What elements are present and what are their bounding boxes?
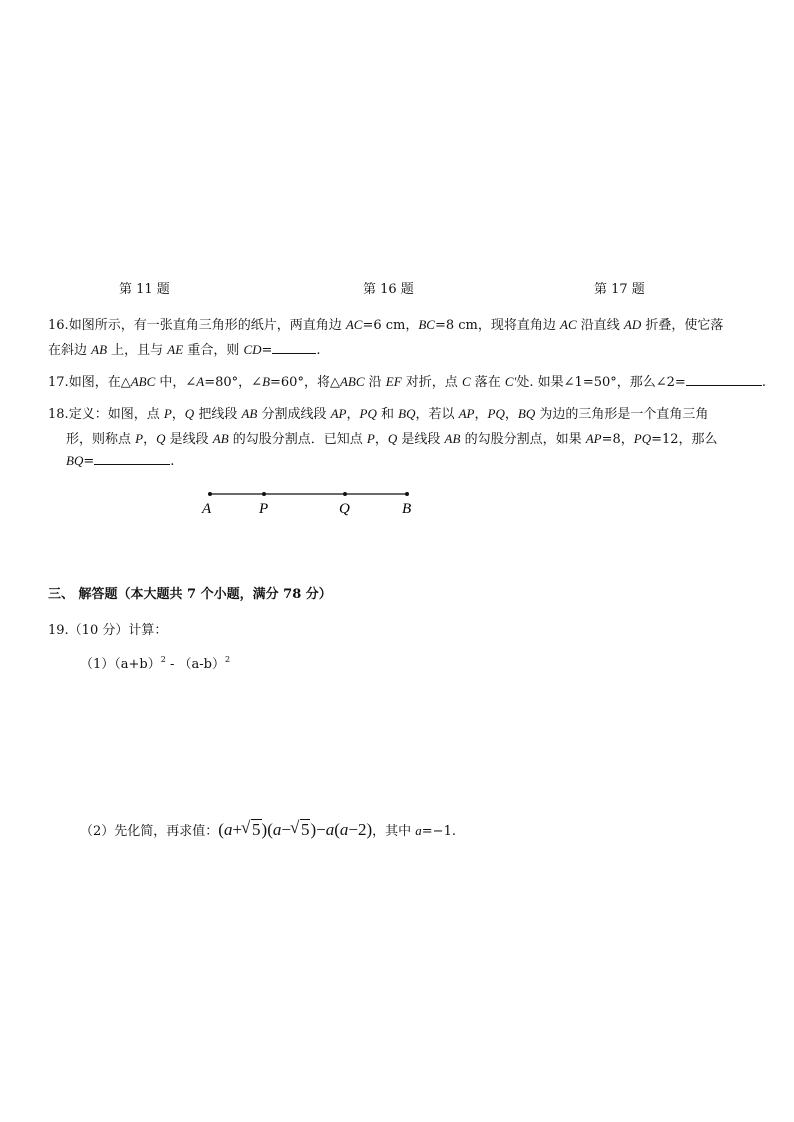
sqrt-symbol: √ 5 <box>242 820 262 840</box>
q19-part2-expression: (a+√ 5)(a−√ 5)−a(a−2) <box>218 820 372 839</box>
answer-blank-q17 <box>686 373 762 386</box>
answer-blank-q18 <box>94 452 170 465</box>
answer-blank-q16 <box>272 341 316 354</box>
q19-part2: （2）先化简，再求值：(a+√ 5)(a−√ 5)−a(a−2)，其中 a=−1. <box>80 820 456 840</box>
caption-q16: 第 16 题 <box>363 282 414 297</box>
q16-line2: 在斜边 AB 上，且与 AE 重合，则 CD= . <box>48 342 321 358</box>
q17-text: 17.如图，在△ABC 中，∠A=80°，∠B=60°，将△ABC 沿 EF 对折，点 C 落在 C′处. 如果∠1=50°，那么∠2= . <box>48 374 766 390</box>
q16-line1: 16.如图所示，有一张直角三角形的纸片，两直角边 AC=6 cm，BC=8 cm，现将直角边 AC 沿直线 AD 折叠，使它落 <box>48 317 724 333</box>
section-3-title: 三、 解答题（本大题共 7 个小题，满分 78 分） <box>48 587 332 602</box>
point-p <box>262 492 266 496</box>
q18-number: 18. <box>48 407 69 422</box>
caption-q11: 第 11 题 <box>119 282 170 297</box>
label-b: B <box>402 501 412 517</box>
q17-number: 17. <box>48 375 69 390</box>
sqrt-symbol: √ 5 <box>291 820 311 840</box>
q19-part1: $(1)(a+b)^2 - (a-b)^2$ <box>80 655 231 672</box>
label-p: P <box>259 501 269 517</box>
point-b <box>405 492 409 496</box>
q18-line1: 18.定义：如图，点 P，Q 把线段 AB 分割成线段 AP，PQ 和 BQ，若以 AP，PQ，BQ 为边的三角形是一个直角三角 <box>48 406 709 422</box>
caption-q17: 第 17 题 <box>594 282 645 297</box>
q18-line3: BQ= . <box>66 453 175 469</box>
q19-heading: 19.（10 分）计算： <box>48 623 168 638</box>
point-q <box>343 492 347 496</box>
label-q: Q <box>339 501 350 517</box>
q18-line2: 形，则称点 P，Q 是线段 AB 的勾股分割点．已知点 P，Q 是线段 AB 的勾股分割点，如果 AP=8，PQ=12，那么 <box>66 431 718 447</box>
segment-figure <box>195 485 425 520</box>
point-a <box>208 492 212 496</box>
q16-number: 16. <box>48 318 69 333</box>
label-a: A <box>202 501 212 517</box>
